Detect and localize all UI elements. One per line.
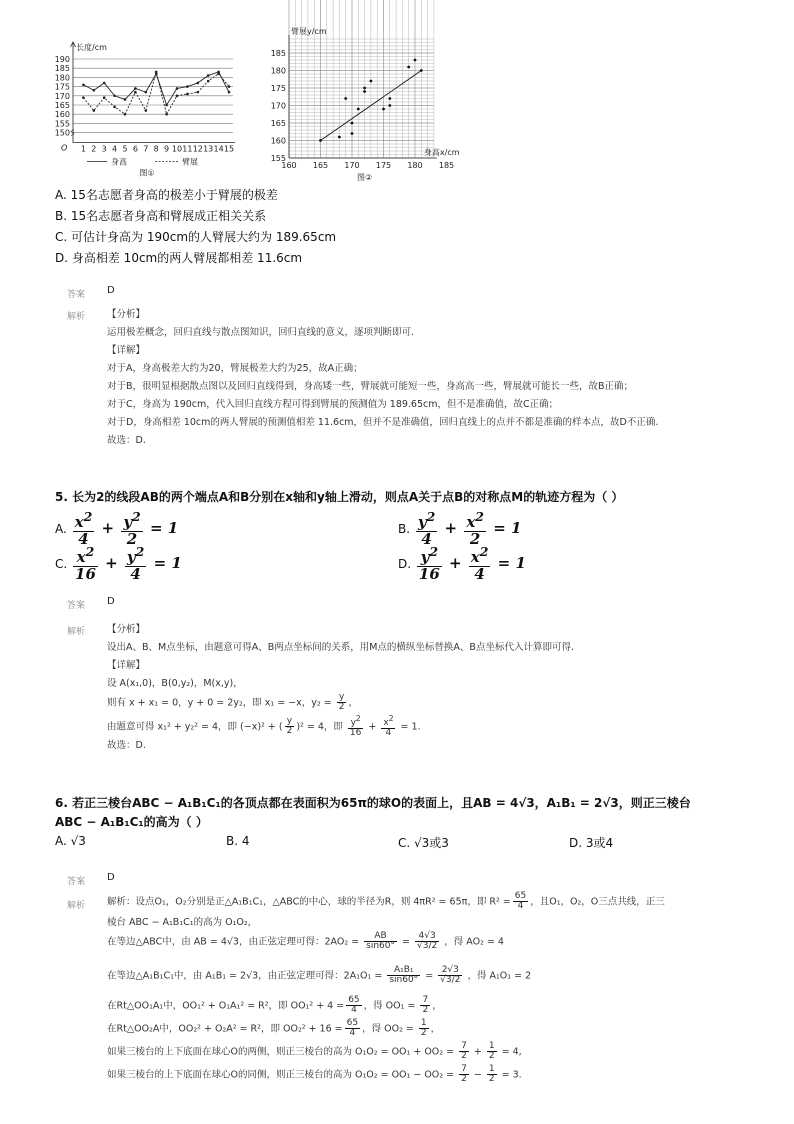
height-point	[103, 82, 106, 85]
chart-plot-area	[271, 0, 460, 182]
answer-label: 答案	[67, 601, 86, 611]
y-axis-label: 臂展y/cm	[291, 27, 327, 36]
analysis-text: 如果三棱台的上下底面在球心O的两侧，则正三棱台的高为 O₁O₂ = OO₁ + OO₂ =	[107, 1046, 455, 1058]
analysis-text: = 3.	[501, 1069, 522, 1081]
span-point	[228, 85, 231, 88]
analysis-line: 【分析】	[107, 309, 146, 320]
y-tick-label: 180	[54, 73, 70, 83]
figure-scatter-chart	[262, 27, 472, 186]
x-tick-label: 185	[438, 161, 455, 170]
y-tick-label: 160	[270, 136, 286, 146]
scatter-point	[319, 139, 322, 142]
scatter-point	[351, 132, 354, 135]
q6-stem-line2: ABC − A₁B₁C₁的高为（ ）	[55, 815, 208, 829]
x-tick-label: 15	[223, 144, 235, 154]
x-tick-label: 170	[344, 161, 360, 170]
span-point	[176, 95, 179, 98]
analysis-text: 如果三棱台的上下底面在球心O的同侧，则正三棱台的高为 O₁O₂ = OO₁ − OO₂ =	[107, 1069, 455, 1081]
span-point	[103, 96, 106, 99]
y-tick-label: 185	[270, 49, 286, 58]
analysis-line: 棱台 ABC − A₁B₁C₁的高为 O₁O₂，	[107, 917, 258, 928]
answer-value: D	[107, 872, 115, 883]
answer-value: D	[107, 285, 115, 296]
analysis-line: 对于C，身高为 190cm，代入回归直线方程可得到臂展的预测值为 189.65cm，但不是准确值，故C正确；	[107, 399, 559, 410]
analysis-line: 如果三棱台的上下底面在球心O的两侧，则正三棱台的高为 O₁O₂ = OO₁ + OO₂ = $\frac{7}{2}$ + $\frac{1}{2}$ = 4,	[107, 1041, 522, 1062]
span-point	[145, 109, 148, 112]
analysis-text: ，得 AO₂ = 4	[444, 936, 504, 948]
height-point	[176, 87, 179, 90]
height-point	[113, 95, 116, 98]
span-point	[124, 113, 127, 116]
q6-stem-line1: 6. 若正三棱台ABC − A₁B₁C₁的各顶点都在表面积为65π的球O的表面上，且AB = 4√3，A₁B₁ = 2√3，则正三棱台	[55, 796, 691, 810]
analysis-body	[107, 621, 574, 755]
origin-label: O	[61, 143, 68, 153]
x-tick-label: 4	[112, 144, 118, 154]
analysis-line: 对于D，身高相差 10cm的两人臂展的预测值相差 11.6cm，但并不是准确值，回归直线上的点并不都是准确的样本点，故D不正确.	[107, 417, 659, 428]
option-letter: A.	[55, 521, 67, 536]
analysis-line: 解析：设点O₁，O₂分别是正△A₁B₁C₁，△ABC的中心，球的半径为R，则 4πR² = 65π，即 R² = $\frac{65}{4}$ ，且O₁，O₂，O三点共线，正三	[107, 891, 665, 912]
analysis-body	[107, 306, 658, 450]
height-point	[186, 85, 189, 88]
height-point	[124, 98, 127, 101]
answer-value: D	[107, 596, 115, 607]
analysis-label: 解析	[67, 901, 86, 911]
analysis-line: 故选：D.	[107, 435, 146, 446]
analysis-text: 在Rt△OO₂A中，OO₂² + O₂A² = R²，即 OO₂² + 16 =	[107, 1023, 343, 1035]
scatter-point	[338, 136, 341, 139]
q5-option-a[interactable]: A. $\frac{x^2}{4}$ + $\frac{y^2}{2}$ = 1	[55, 509, 179, 548]
height-point	[145, 91, 148, 94]
height-point	[197, 82, 200, 85]
x-tick-label: 3	[101, 144, 107, 154]
q6-option-c[interactable]: C. √3或3	[398, 836, 449, 850]
x-tick-label: 13	[203, 144, 214, 154]
option-letter: C.	[55, 556, 68, 571]
analysis-line: 故选：D.	[107, 740, 146, 751]
q6-option-a[interactable]: A. √3	[55, 834, 86, 848]
span-point	[113, 106, 116, 109]
q5-option-b[interactable]: B. $\frac{y^2}{4}$ + $\frac{x^2}{2}$ = 1	[398, 509, 522, 548]
analysis-label: 解析	[67, 627, 86, 637]
x-tick-label: 160	[281, 161, 297, 170]
analysis-text: 由题意可得 x₁² + y₂² = 4，即 (−x)² + (	[107, 721, 283, 733]
analysis-line: 对于A，身高极差大约为20，臂展极差大约为25，故A正确；	[107, 363, 363, 374]
analysis-line: 如果三棱台的上下底面在球心O的同侧，则正三棱台的高为 O₁O₂ = OO₁ − OO₂ = $\frac{7}{2}$ − $\frac{1}{2}$ = 3.	[107, 1064, 522, 1085]
analysis-line: 在Rt△OO₂A中，OO₂² + O₂A² = R²，即 OO₂² + 16 = $\frac{65}{4}$ ，得 OO₂ = $\frac{1}{2}$ ，	[107, 1018, 441, 1039]
y-tick-label: 175	[270, 84, 286, 93]
q5-option-c[interactable]: C. $\frac{x^2}{16}$ + $\frac{y^2}{4}$ = 1	[55, 544, 182, 583]
analysis-text: ，得 A₁O₁ = 2	[467, 970, 532, 982]
analysis-line: 【详解】	[107, 345, 146, 356]
span-point	[82, 96, 85, 99]
span-point	[197, 91, 200, 94]
x-tick-label: 12	[192, 144, 203, 154]
height-point	[82, 83, 85, 86]
y-tick-label: 190	[54, 55, 70, 64]
analysis-line: 对于B，很明显根据散点图以及回归直线得到，身高矮一些，臂展就可能短一些，身高高一些，臂展就可能长一些，故B正确；	[107, 381, 634, 392]
analysis-line: 由题意可得 x₁² + y₂² = 4，即 (−x)² + ( $\frac{y}{2}$ )² = 4，即 $\frac{y^2}{16}$ + $\frac{x^2}{4}$ = 1.	[107, 714, 421, 739]
y-axis-label: 长度/cm	[76, 43, 107, 52]
analysis-text: ，且O₁，O₂，O三点共线，正三	[530, 896, 665, 908]
series-span-line	[83, 72, 229, 114]
x-tick-label: 14	[213, 144, 224, 154]
scatter-point	[388, 104, 391, 107]
span-point	[217, 72, 220, 75]
x-tick-label: 175	[375, 161, 392, 170]
y-tick-label: 185	[54, 64, 70, 74]
analysis-line: 在等边△ABC中，由 AB = 4√3，由正弦定理可得：2AO₂ = $\frac{AB}{\sin 60^\circ}$ = $\frac{4√3}{√3/2}$ ，得 AO₂ = 4	[107, 931, 504, 952]
x-tick-label: 165	[312, 161, 329, 170]
y-tick-label: 175	[54, 82, 70, 92]
q5-option-d[interactable]: D. $\frac{y^2}{16}$ + $\frac{x^2}{4}$ = 1	[398, 544, 526, 583]
x-tick-label: 2	[91, 144, 97, 154]
scatter-point	[420, 69, 423, 72]
x-tick-label: 8	[153, 144, 159, 154]
y-tick-label: 180	[270, 66, 286, 76]
answer-label: 答案	[67, 290, 86, 300]
x-axis-label: 身高x/cm	[423, 148, 460, 157]
answer-label: 答案	[67, 877, 86, 887]
chart-plot-area	[55, 42, 235, 178]
height-point	[228, 91, 231, 94]
span-point	[165, 113, 168, 116]
analysis-line: 在等边△A₁B₁C₁中，由 A₁B₁ = 2√3，由正弦定理可得：2A₁O₁ = $\frac{\text{A₁B₁}}{\sin 60^\circ}$ = $\frac{2√3}{√3/2}$ ，得 A₁O₁ = 2	[107, 965, 532, 986]
height-point	[207, 74, 210, 77]
analysis-text: ，得 OO₁ =	[363, 1000, 416, 1012]
analysis-text: 则有 x + x₁ = 0，y + 0 = 2y₂，即 x₁ = −x，y₂ =	[107, 697, 332, 709]
q6-option-d[interactable]: D. 3或4	[569, 836, 614, 850]
x-tick-label: 180	[407, 161, 423, 170]
span-point	[93, 109, 96, 112]
span-point	[186, 93, 189, 96]
y-tick-label: 155	[270, 154, 286, 163]
analysis-label: 解析	[67, 312, 86, 322]
analysis-text: 在等边△ABC中，由 AB = 4√3，由正弦定理可得：2AO₂ =	[107, 936, 360, 948]
q4-option-a[interactable]: A. 15名志愿者身高的极差小于臂展的极差	[55, 188, 278, 202]
figure-caption: 图②	[357, 173, 373, 182]
span-point	[155, 71, 158, 74]
legend-height-label: 身高	[111, 157, 127, 167]
x-tick-label: 5	[122, 144, 128, 154]
x-tick-label: 11	[182, 144, 193, 154]
x-tick-label: 10	[171, 144, 183, 154]
scatter-point	[351, 122, 354, 125]
height-point	[134, 87, 137, 90]
analysis-line: 【分析】	[107, 624, 146, 635]
y-tick-label: 165	[270, 119, 286, 128]
q6-option-b[interactable]: B. 4	[226, 834, 250, 848]
span-point	[207, 80, 210, 83]
analysis-text: = 1.	[400, 721, 421, 733]
analysis-line: 运用极差概念，回归直线与散点图知识，回归直线的意义，逐项判断即可.	[107, 327, 415, 338]
analysis-text: 解析：设点O₁，O₂分别是正△A₁B₁C₁，△ABC的中心，球的半径为R，则 4πR² = 65π，即 R² =	[107, 896, 511, 908]
analysis-line: 则有 x + x₁ = 0，y + 0 = 2y₂，即 x₁ = −x，y₂ = $\frac{y}{2}$ ，	[107, 692, 358, 713]
q4-option-d[interactable]: D. 身高相差 10cm的两人臂展都相差 11.6cm	[55, 251, 303, 265]
scatter-point	[382, 108, 385, 111]
analysis-text: 在等边△A₁B₁C₁中，由 A₁B₁ = 2√3，由正弦定理可得：2A₁O₁ =	[107, 970, 383, 982]
scatter-point	[357, 108, 360, 111]
scatter-point	[414, 59, 417, 62]
q4-option-b[interactable]: B. 15名志愿者身高和臂展成正相关关系	[55, 209, 267, 223]
q4-option-c[interactable]: C. 可估计身高为 190cm的人臂展大约为 189.65cm	[55, 230, 337, 244]
figure-caption: 图①	[139, 168, 155, 178]
option-letter: B.	[398, 521, 411, 536]
y-tick-label: 170	[270, 101, 286, 111]
analysis-text: )² = 4，即	[296, 721, 343, 733]
y-tick-label: 155	[54, 119, 70, 129]
y-tick-label: 160	[54, 110, 70, 120]
x-tick-label: 9	[164, 144, 170, 154]
analysis-line: 在Rt△OO₁A₁中，OO₁² + O₁A₁² = R²，即 OO₁² + 4 = $\frac{65}{4}$ ，得 OO₁ = $\frac{7}{2}$ ，	[107, 995, 442, 1016]
scatter-point	[370, 80, 373, 83]
q5-stem: 5. 长为2的线段AB的两个端点A和B分别在x轴和y轴上滑动，则点A关于点B的对称点M的轨迹方程为（ ）	[55, 490, 624, 504]
scatter-point	[344, 97, 347, 100]
scatter-point	[388, 97, 391, 100]
analysis-text: 在Rt△OO₁A₁中，OO₁² + O₁A₁² = R²，即 OO₁² + 4 =	[107, 1000, 345, 1012]
legend-span-label: 臂展	[182, 157, 198, 167]
analysis-text: ，得 OO₂ =	[362, 1023, 414, 1035]
y-tick-label: 165	[54, 101, 70, 110]
scatter-point	[407, 66, 410, 69]
height-point	[93, 89, 96, 92]
analysis-text: = 4,	[501, 1046, 522, 1058]
height-point	[165, 104, 168, 107]
x-tick-label: 1	[80, 144, 86, 154]
figure-line-chart	[55, 40, 245, 185]
x-tick-label: 7	[143, 144, 149, 154]
option-letter: D.	[398, 556, 412, 571]
analysis-line: 【详解】	[107, 660, 146, 671]
series-height-line	[83, 72, 229, 105]
analysis-line: 设 A(x₁,0)，B(0,y₂)，M(x,y)，	[107, 678, 243, 689]
x-tick-label: 6	[132, 144, 138, 154]
y-tick-label: 150	[54, 128, 70, 138]
scatter-point	[363, 90, 366, 93]
y-tick-label: 170	[54, 91, 70, 101]
analysis-line: 设出A、B、M点坐标，由题意可得A、B两点坐标间的关系，用M点的横纵坐标替换A、B点坐标代入计算即可得.	[107, 642, 574, 653]
scatter-point	[363, 87, 366, 90]
span-point	[134, 91, 137, 94]
